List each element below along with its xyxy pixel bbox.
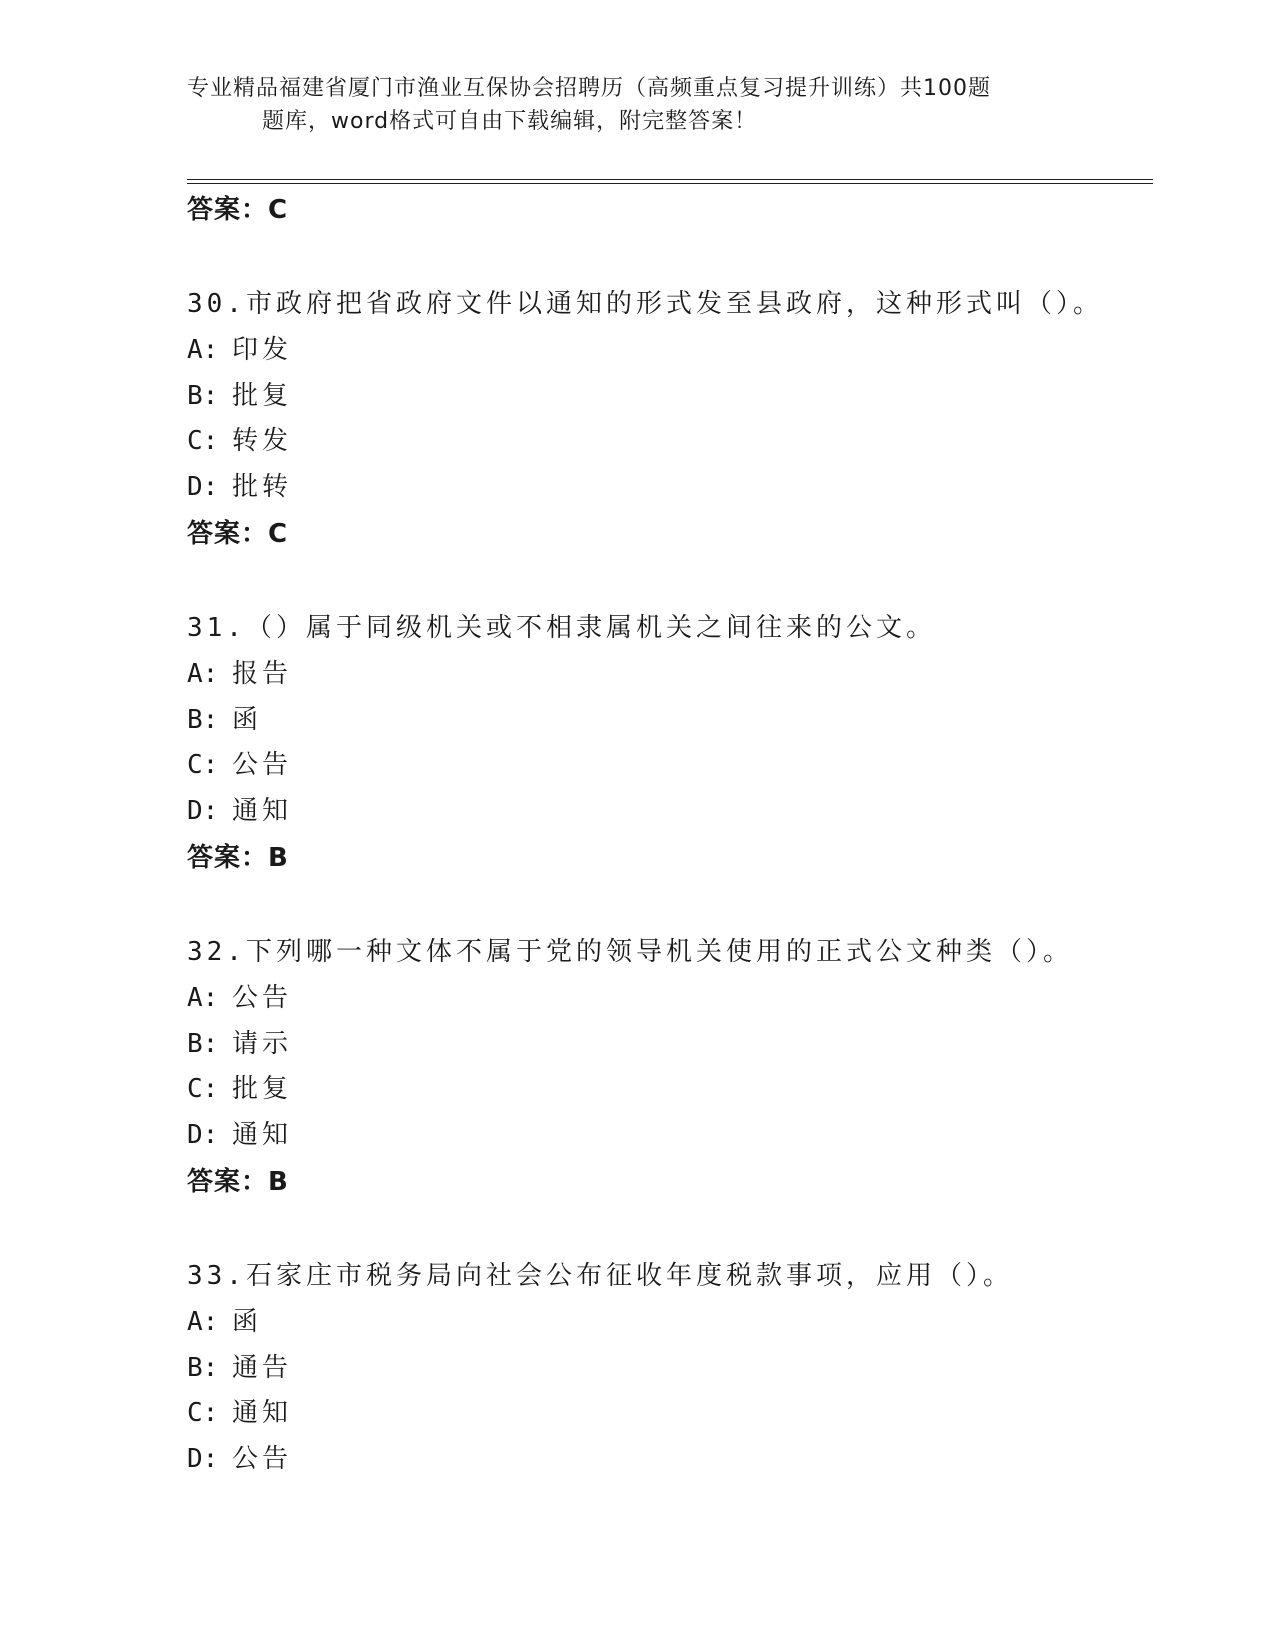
option-key: C: xyxy=(187,1398,219,1428)
option-label: 函 xyxy=(232,1307,263,1337)
option-label: 通知 xyxy=(232,795,293,826)
option-label: 公告 xyxy=(232,750,293,780)
option-key: D: xyxy=(187,1119,219,1150)
answer-line: 答案：B xyxy=(187,1167,289,1197)
option-key: C: xyxy=(187,426,219,456)
option-key: D: xyxy=(187,795,219,826)
option-a xyxy=(187,652,1147,698)
option-key: B: xyxy=(187,380,219,411)
question-block xyxy=(187,1252,1147,1482)
option-key: A: xyxy=(187,659,219,689)
option-key: D: xyxy=(187,1443,219,1474)
option-b xyxy=(187,1022,1147,1068)
question-block xyxy=(187,604,1147,882)
option-d xyxy=(187,465,1147,511)
question-text: 32.下列哪一种文体不属于党的领导机关使用的正式公文种类（）。 xyxy=(187,937,1073,967)
option-c xyxy=(187,1067,1147,1113)
option-d xyxy=(187,1437,1147,1483)
option-key: A: xyxy=(187,335,219,365)
option-a xyxy=(187,1300,1147,1346)
option-label: 函 xyxy=(232,704,263,735)
question-block xyxy=(187,928,1147,1206)
header-rule-bottom xyxy=(187,183,1153,184)
option-label: 批转 xyxy=(232,471,293,502)
option-key: B: xyxy=(187,704,219,735)
option-c xyxy=(187,743,1147,789)
option-label: 通知 xyxy=(232,1398,293,1428)
option-d xyxy=(187,789,1147,835)
answer-line: 答案：C xyxy=(187,519,289,549)
option-key: C: xyxy=(187,750,219,780)
option-label: 请示 xyxy=(232,1028,293,1059)
option-b xyxy=(187,698,1147,744)
option-key: A: xyxy=(187,983,219,1013)
header-line-1: 专业精品福建省厦门市渔业互保协会招聘历（高频重点复习提升训练）共100题 xyxy=(187,76,991,101)
question-text: 33.石家庄市税务局向社会公布征收年度税款事项，应用（）。 xyxy=(187,1261,1013,1291)
question-text: 30.市政府把省政府文件以通知的形式发至县政府，这种形式叫（）。 xyxy=(187,289,1103,319)
option-label: 转发 xyxy=(232,426,293,456)
option-key: B: xyxy=(187,1028,219,1059)
option-c xyxy=(187,419,1147,465)
option-key: D: xyxy=(187,471,219,502)
option-label: 印发 xyxy=(232,335,293,365)
option-label: 批复 xyxy=(232,380,293,411)
option-label: 批复 xyxy=(232,1074,293,1104)
option-b xyxy=(187,1346,1147,1392)
option-label: 公告 xyxy=(232,1443,293,1474)
option-a xyxy=(187,328,1147,374)
header-line-2: 题库，word格式可自由下载编辑，附完整答案！ xyxy=(262,109,758,134)
option-c xyxy=(187,1391,1147,1437)
option-d xyxy=(187,1113,1147,1159)
option-b xyxy=(187,374,1147,420)
question-list xyxy=(187,186,1147,1482)
answer-line: 答案：C xyxy=(187,195,289,225)
option-label: 通知 xyxy=(232,1119,293,1150)
option-label: 公告 xyxy=(232,983,293,1013)
option-key: B: xyxy=(187,1352,219,1383)
option-label: 报告 xyxy=(232,659,293,689)
header-rule-top xyxy=(187,179,1153,180)
question-block xyxy=(187,280,1147,558)
option-a xyxy=(187,976,1147,1022)
document-header xyxy=(187,72,1067,138)
option-key: C: xyxy=(187,1074,219,1104)
option-key: A: xyxy=(187,1307,219,1337)
answer-line: 答案：B xyxy=(187,843,289,873)
question-text: 31.（）属于同级机关或不相隶属机关之间往来的公文。 xyxy=(187,613,936,643)
option-label: 通告 xyxy=(232,1352,293,1383)
